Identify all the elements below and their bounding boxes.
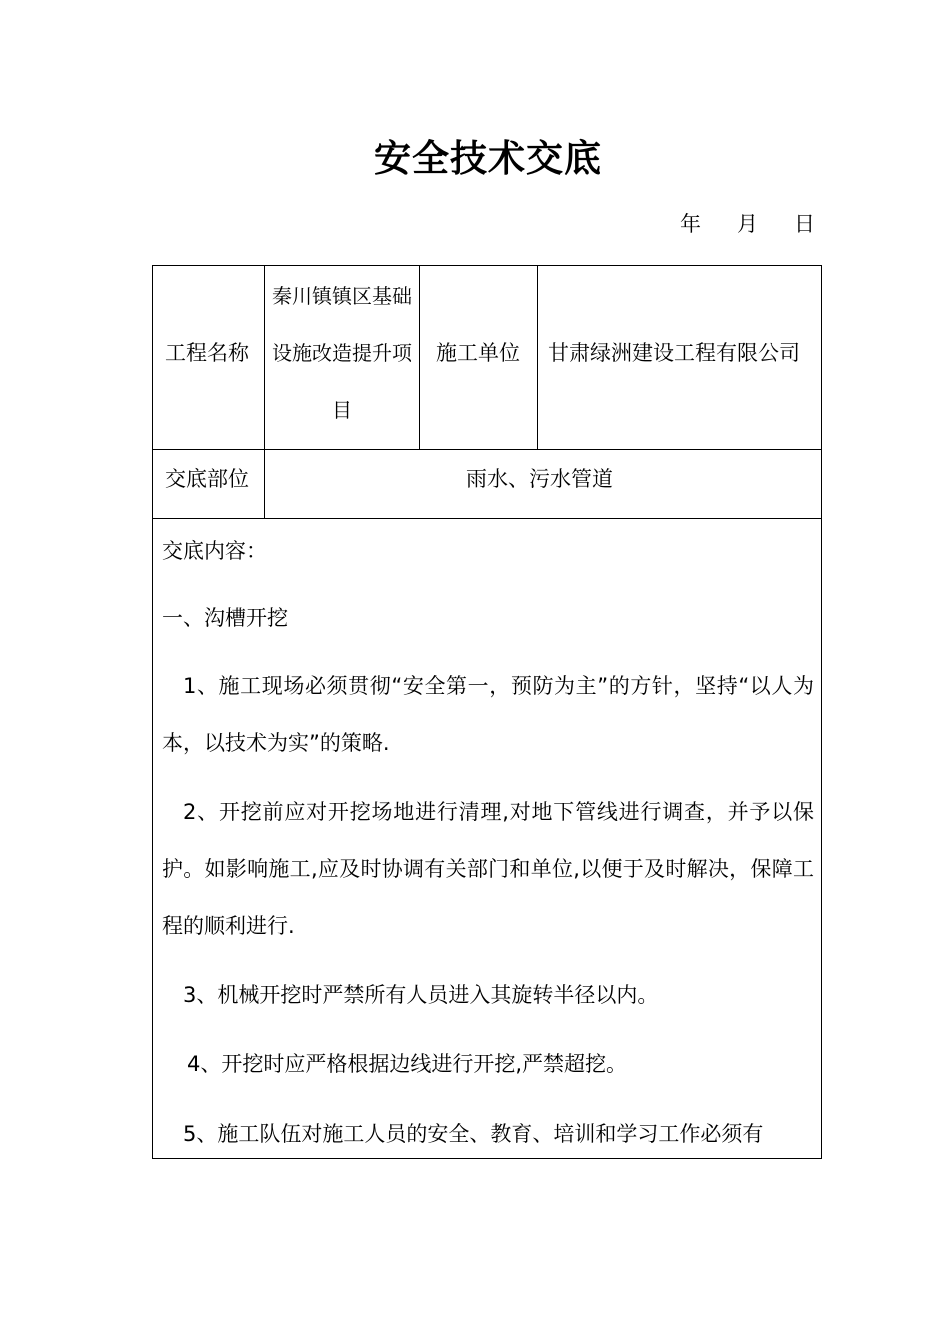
project-label: 工程名称: [165, 341, 249, 365]
contractor-label: 施工单位: [436, 341, 520, 365]
list-item: 1、施工现场必须贯彻“安全第一，预防为主”的方针，坚持“以人为本，以技术为实”的策略.: [162, 674, 814, 755]
content-heading: 交底内容：: [162, 539, 267, 563]
location-label: 交底部位: [165, 467, 249, 491]
contractor-value: 甘肃绿洲建设工程有限公司: [548, 341, 800, 365]
location-value: 雨水、污水管道: [466, 467, 613, 491]
list-item: 2、开挖前应对开挖场地进行清理,对地下管线进行调查，并予以保护。如影响施工,应及时协调有关部门和单位,以便于及时解决，保障工程的顺利进行.: [162, 800, 814, 938]
table-divider: [152, 449, 822, 450]
section-heading: 一、沟槽开挖: [162, 606, 288, 630]
date-year: 年: [680, 212, 701, 236]
document-title: 安全技术交底: [374, 137, 602, 180]
table-divider: [537, 265, 538, 449]
date-day: 日: [794, 212, 815, 236]
date-month: 月: [737, 212, 758, 236]
list-item: 4、开挖时应严格根据边线进行开挖,严禁超挖。: [187, 1052, 628, 1076]
table-divider: [152, 518, 822, 519]
list-item: 3、机械开挖时严禁所有人员进入其旋转半径以内。: [183, 983, 659, 1007]
project-name: 秦川镇镇区基础设施改造提升项目: [272, 284, 412, 422]
list-item: 5、施工队伍对施工人员的安全、教育、培训和学习工作必须有: [183, 1122, 764, 1146]
table-divider: [419, 265, 420, 449]
